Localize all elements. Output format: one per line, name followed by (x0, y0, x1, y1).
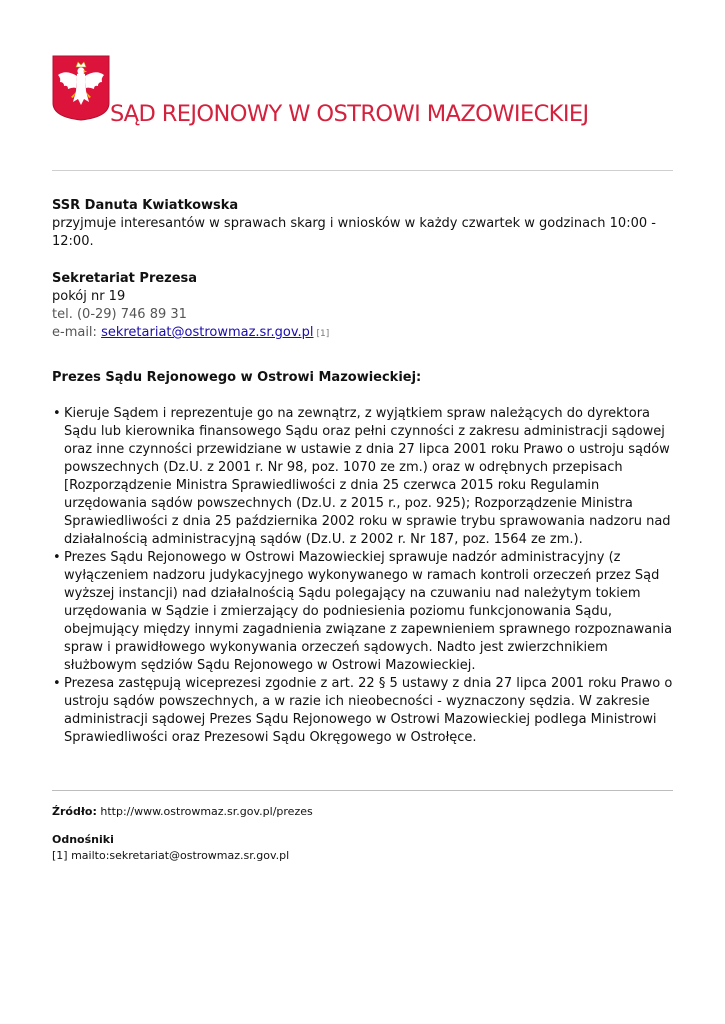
bullet-icon: • (53, 550, 61, 565)
duty-text: Prezes Sądu Rejonowego w Ostrowi Mazowieckiej sprawuje nadzór administracyjny (z wyłączeniem nadzoru judykacyjnego wykonywanego w ramach kontroli orzeczeń przez Sąd wyższej instancji) nad działalnością Sądu polegający na czuwaniu nad należytym tokiem urzędowania w Sądzie i zmierzający do podniesienia poziomu funkcjonowania Sądu, obejmujący między innymi zagadnienia związane z zapewnieniem sprawnego rozpoznawania spraw i prawidłowego wykonywania orzeczeń sądowych. Nadto jest zwierzchnikiem służbowym sędziów Sądu Rejonowego w Ostrowi Mazowieckiej. (64, 550, 673, 673)
references-block (52, 832, 673, 864)
bullet-icon: • (53, 406, 61, 421)
footer-divider (52, 790, 673, 791)
source-url[interactable]: http://www.ostrowmaz.sr.gov.pl/prezes (100, 805, 313, 818)
polish-eagle-emblem-icon (52, 55, 110, 121)
reference-number: [1] (52, 849, 68, 862)
secretariat-room: pokój nr 19 (52, 289, 126, 304)
judge-block (52, 197, 673, 251)
source-line (52, 804, 673, 820)
judge-office-hours: przyjmuje interesantów w sprawach skarg i wniosków w każdy czwartek w godzinach 10:00 - 12:00. (52, 216, 656, 249)
secretariat-phone: tel. (0-29) 746 89 31 (52, 307, 187, 322)
list-item (53, 405, 673, 549)
president-duties-list (52, 405, 673, 747)
secretariat-email-line (52, 324, 673, 343)
reference-url[interactable]: mailto:sekretariat@ostrowmaz.sr.gov.pl (71, 849, 290, 862)
president-section (52, 369, 673, 747)
list-item (53, 549, 673, 675)
secretariat-title: Sekretariat Prezesa (52, 271, 198, 286)
duty-text: Prezesa zastępują wiceprezesi zgodnie z art. 22 § 5 ustawy z dnia 27 lipca 2001 roku Prawo o ustroju sądów powszechnych, a w razie ich nieobecności - wyznaczony sędzia. W zakresie administracji sądowej Prezes Sądu Rejonowego w Ostrowi Mazowieckiej podlega Ministrowi Sprawiedliwości oraz Prezesowi Sądu Okręgowego w Ostrołęce. (64, 676, 673, 745)
page-header (52, 0, 673, 170)
source-label: Źródło: (52, 805, 97, 818)
header-divider (52, 170, 673, 171)
bullet-icon: • (53, 676, 61, 691)
email-link[interactable]: sekretariat@ostrowmaz.sr.gov.pl (101, 325, 314, 340)
duty-text: Kieruje Sądem i reprezentuje go na zewnątrz, z wyjątkiem spraw należących do dyrektora Sądu lub kierownika finansowego Sądu oraz pełni czynności z zakresu administracji sądowej oraz inne czynności przewidziane w ustawie z dnia 27 lipca 2001 roku Prawo o ustroju sądów powszechnych (Dz.U. z 2001 r. Nr 98, poz. 1070 ze zm.) oraz w odrębnych przepisach [Rozporządzenie Ministra Sprawiedliwości z dnia 25 czerwca 2015 roku Regulamin urzędowania sądów powszechnych (Dz.U. z 2015 r., poz. 925); Rozporządzenie Ministra Sprawiedliwości z dnia 25 października 2002 roku w sprawie trybu sprawowania nadzoru nad działalnością administracyjną sądów (Dz.U. z 2002 r. Nr 187, poz. 1564 ze zm.). (64, 406, 671, 547)
judge-name: SSR Danuta Kwiatkowska (52, 198, 239, 213)
references-title: Odnośniki (52, 833, 114, 846)
document-page (52, 0, 673, 864)
secretariat-block (52, 270, 673, 343)
list-item (53, 675, 673, 747)
email-label: e-mail: (52, 325, 102, 340)
main-content (52, 197, 673, 747)
president-heading: Prezes Sądu Rejonowego w Ostrowi Mazowieckiej: (52, 370, 422, 385)
email-reference-marker: [1] (316, 329, 330, 339)
reference-item (52, 848, 673, 864)
court-name-heading: SĄD REJONOWY W OSTROWI MAZOWIECKIEJ (110, 101, 589, 127)
